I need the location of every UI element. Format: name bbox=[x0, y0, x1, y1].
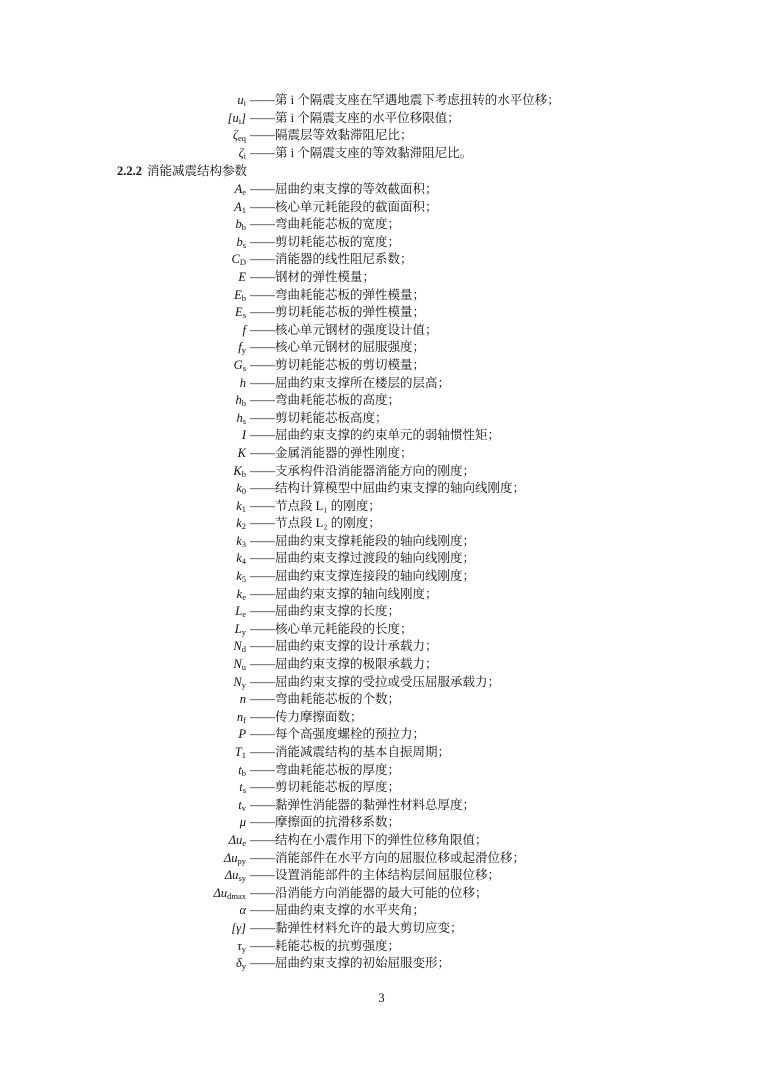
symbol-description: ——剪切耗能芯板的厚度； bbox=[250, 780, 401, 795]
symbol: $\tau_y$ bbox=[237, 938, 246, 954]
symbol-description: ——核心单元耗能段的长度； bbox=[250, 621, 413, 636]
symbol-row bbox=[0, 216, 763, 234]
symbol-row bbox=[0, 251, 763, 269]
symbol-description: ——节点段 L₂ 的刚度； bbox=[250, 516, 381, 531]
symbol-row bbox=[0, 902, 763, 920]
symbol-row bbox=[0, 920, 763, 938]
symbol-description: ——黏弹性材料允许的最大剪切应变； bbox=[250, 920, 463, 935]
symbol-description: ——屈曲约束支撑的长度； bbox=[250, 604, 401, 619]
symbol: E bbox=[238, 269, 246, 284]
symbol-description: ——第 i 个隔震支座的等效黏滞阻尼比。 bbox=[250, 145, 473, 160]
symbol: $t_b$ bbox=[238, 762, 246, 778]
symbol-row bbox=[0, 832, 763, 850]
symbol-row bbox=[0, 550, 763, 568]
symbol-row bbox=[0, 867, 763, 885]
symbol-description: ——屈曲约束支撑耗能段的轴向线刚度； bbox=[250, 533, 476, 548]
section-title: 消能减震结构参数 bbox=[147, 164, 248, 178]
symbol-description: ——屈曲约束支撑的初始屈服变形； bbox=[250, 956, 451, 971]
isolation-symbol-list bbox=[0, 92, 763, 162]
symbol-row bbox=[0, 392, 763, 410]
symbol-description: ——屈曲约束支撑的约束单元的弱轴惯性矩； bbox=[250, 428, 501, 443]
symbol: n bbox=[239, 692, 246, 707]
symbol-description: ——支承构件沿消能器消能方向的刚度； bbox=[250, 463, 476, 478]
symbol: α bbox=[239, 903, 246, 918]
symbol-row bbox=[0, 586, 763, 604]
symbol-description: ——第 i 个隔震支座在罕遇地震下考虑扭转的水平位移； bbox=[250, 93, 560, 107]
symbol-description: ——屈曲约束支撑的设计承载力； bbox=[250, 639, 438, 654]
symbol-row bbox=[0, 568, 763, 586]
symbol-row bbox=[0, 779, 763, 797]
symbol-row bbox=[0, 603, 763, 621]
symbol-description: ——每个高强度螺栓的预拉力； bbox=[250, 727, 426, 742]
page-number: 3 bbox=[378, 991, 385, 1005]
symbol: $k_0$ bbox=[236, 481, 246, 497]
symbol: $b_s$ bbox=[236, 234, 246, 250]
symbol: $A_e$ bbox=[234, 182, 246, 197]
symbol-description: ——设置消能部件的主体结构层间屈服位移； bbox=[250, 868, 501, 883]
symbol-row bbox=[0, 638, 763, 656]
symbol-description: ——耗能芯板的抗剪强度； bbox=[250, 938, 401, 953]
symbol-row bbox=[0, 145, 763, 163]
symbol-row bbox=[0, 480, 763, 498]
symbol: $\Delta u_e$ bbox=[228, 832, 246, 848]
symbol: $L_e$ bbox=[235, 604, 246, 620]
symbol-description: ——剪切耗能芯板的宽度； bbox=[250, 234, 401, 249]
symbol: $f_y$ bbox=[238, 340, 246, 356]
symbol: f bbox=[242, 322, 246, 337]
symbol-description: ——隔震层等效黏滞阻尼比； bbox=[250, 128, 413, 143]
symbol: $u_i$ bbox=[237, 93, 246, 108]
section-heading bbox=[117, 161, 247, 179]
symbol-description: ——弯曲耗能芯板的弹性模量； bbox=[250, 287, 426, 302]
symbol: $E_b$ bbox=[234, 287, 246, 303]
symbol-row bbox=[0, 445, 763, 463]
symbol-description: ——弯曲耗能芯板的高度； bbox=[250, 393, 401, 408]
symbol-row bbox=[0, 410, 763, 428]
symbol-row bbox=[0, 92, 763, 110]
symbol-description: ——屈曲约束支撑的受拉或受压屈服承载力； bbox=[250, 674, 501, 689]
symbol: h bbox=[239, 375, 246, 390]
symbol-description: ——消能部件在水平方向的屈服位移或起滑位移； bbox=[250, 850, 526, 865]
symbol: $\zeta_{eq}$ bbox=[232, 128, 246, 144]
symbol: I bbox=[241, 428, 246, 443]
symbol-row bbox=[0, 515, 763, 533]
symbol: $h_s$ bbox=[236, 410, 246, 426]
section-number: 2.2.2 bbox=[117, 164, 142, 178]
symbol: $t_s$ bbox=[239, 780, 246, 796]
symbol: $\Delta u_{py}$ bbox=[223, 850, 246, 866]
symbol: $N_u$ bbox=[233, 657, 246, 673]
symbol: $h_b$ bbox=[235, 393, 246, 409]
symbol-description: ——剪切耗能芯板高度； bbox=[250, 410, 388, 425]
symbol-row bbox=[0, 287, 763, 305]
symbol: $A_1$ bbox=[234, 199, 246, 215]
symbol-row bbox=[0, 199, 763, 217]
symbol-row bbox=[0, 498, 763, 516]
symbol-description: ——屈曲约束支撑的水平夹角； bbox=[250, 903, 426, 918]
symbol: $\Delta u_{sy}$ bbox=[224, 868, 246, 884]
symbol-description: ——核心单元钢材的强度设计值； bbox=[250, 322, 438, 337]
symbol: $\zeta_i$ bbox=[238, 145, 246, 161]
damping-symbol-list bbox=[0, 181, 763, 973]
symbol-row bbox=[0, 427, 763, 445]
symbol-row bbox=[0, 797, 763, 815]
symbol-description: ——结构在小震作用下的弹性位移角限值； bbox=[250, 832, 488, 847]
symbol-description: ——屈曲约束支撑所在楼层的层高； bbox=[250, 375, 451, 390]
symbol-description: ——黏弹性消能器的黏弹性材料总厚度； bbox=[250, 797, 476, 812]
symbol-row bbox=[0, 656, 763, 674]
symbol-description: ——摩擦面的抗滑移系数； bbox=[250, 815, 401, 830]
symbol: $k_2$ bbox=[236, 516, 246, 532]
symbol: $k_4$ bbox=[236, 551, 246, 567]
symbol-row bbox=[0, 269, 763, 287]
symbol-row bbox=[0, 322, 763, 340]
symbol: $[u_i]$ bbox=[227, 110, 246, 126]
symbol-row bbox=[0, 850, 763, 868]
symbol-description: ——剪切耗能芯板的剪切模量； bbox=[250, 357, 426, 372]
symbol-description: ——消能减震结构的基本自振周期； bbox=[250, 745, 451, 759]
symbol-row bbox=[0, 744, 763, 762]
symbol: $K_b$ bbox=[233, 463, 246, 479]
symbol: $L_y$ bbox=[234, 621, 246, 637]
symbol: $\delta_y$ bbox=[235, 956, 246, 972]
symbol-row bbox=[0, 304, 763, 322]
symbol-row bbox=[0, 234, 763, 252]
symbol-description: ——屈曲约束支撑连接段的轴向线刚度； bbox=[250, 569, 476, 584]
symbol-description: ——弯曲耗能芯板的宽度； bbox=[250, 217, 401, 232]
symbol-description: ——屈曲约束支撑的轴向线刚度； bbox=[250, 586, 438, 601]
symbol-row bbox=[0, 621, 763, 639]
symbol-description: ——结构计算模型中屈曲约束支撑的轴向线刚度； bbox=[250, 481, 526, 496]
symbol-description: ——屈曲约束支撑的等效截面积； bbox=[250, 182, 438, 196]
symbol: P bbox=[238, 727, 246, 742]
symbol: $\Delta u_{dmax}$ bbox=[213, 885, 246, 901]
symbol: $G_s$ bbox=[233, 357, 246, 373]
symbol-row bbox=[0, 357, 763, 375]
symbol-description: ——核心单元耗能段的截面面积； bbox=[250, 199, 438, 214]
symbol-row bbox=[0, 691, 763, 709]
symbol: $t_v$ bbox=[238, 797, 246, 813]
symbol-row bbox=[0, 814, 763, 832]
symbol-row bbox=[0, 674, 763, 692]
symbol-row bbox=[0, 955, 763, 973]
symbol: $n_f$ bbox=[236, 709, 246, 725]
symbol-description: ——钢材的弹性模量； bbox=[250, 269, 376, 284]
symbol: [γ] bbox=[231, 920, 246, 935]
symbol-row bbox=[0, 110, 763, 128]
symbol: $N_y$ bbox=[233, 674, 246, 690]
symbol-row bbox=[0, 762, 763, 780]
symbol: K bbox=[237, 445, 246, 460]
symbol-description: ——第 i 个隔震支座的水平位移限值； bbox=[250, 110, 460, 125]
symbol: $b_b$ bbox=[235, 217, 246, 233]
symbol: $N_d$ bbox=[233, 639, 246, 655]
symbol-row bbox=[0, 127, 763, 145]
symbol: $k_e$ bbox=[236, 586, 246, 602]
symbol-description: ——沿消能方向消能器的最大可能的位移； bbox=[250, 885, 488, 900]
symbol: $T_1$ bbox=[234, 745, 246, 760]
symbol: $k_1$ bbox=[236, 498, 246, 514]
symbol-row bbox=[0, 339, 763, 357]
symbol-description: ——屈曲约束支撑过渡段的轴向线刚度； bbox=[250, 551, 476, 566]
symbol-description: ——弯曲耗能芯板的厚度； bbox=[250, 762, 401, 777]
symbol-description: ——节点段 L₁ 的刚度； bbox=[250, 498, 381, 513]
symbol-description: ——弯曲耗能芯板的个数； bbox=[250, 692, 401, 707]
symbol: $k_3$ bbox=[236, 533, 246, 549]
symbol-description: ——传力摩擦面数； bbox=[250, 709, 363, 724]
symbol-row bbox=[0, 181, 763, 199]
symbol-row bbox=[0, 463, 763, 481]
symbol-row bbox=[0, 938, 763, 956]
symbol-row bbox=[0, 885, 763, 903]
symbol-row bbox=[0, 533, 763, 551]
symbol-description: ——剪切耗能芯板的弹性模量； bbox=[250, 305, 426, 320]
symbol-description: ——核心单元钢材的屈服强度； bbox=[250, 340, 426, 355]
symbol-description: ——屈曲约束支撑的极限承载力； bbox=[250, 657, 438, 672]
symbol-row bbox=[0, 709, 763, 727]
symbol: μ bbox=[239, 815, 246, 830]
symbol-row bbox=[0, 375, 763, 393]
symbol: $k_5$ bbox=[236, 569, 246, 585]
symbol: $E_s$ bbox=[235, 305, 246, 321]
symbol: $C_D$ bbox=[231, 252, 246, 268]
symbol-description: ——金属消能器的弹性刚度； bbox=[250, 445, 413, 460]
symbol-description: ——消能器的线性阻尼系数； bbox=[250, 252, 413, 267]
symbol-row bbox=[0, 726, 763, 744]
